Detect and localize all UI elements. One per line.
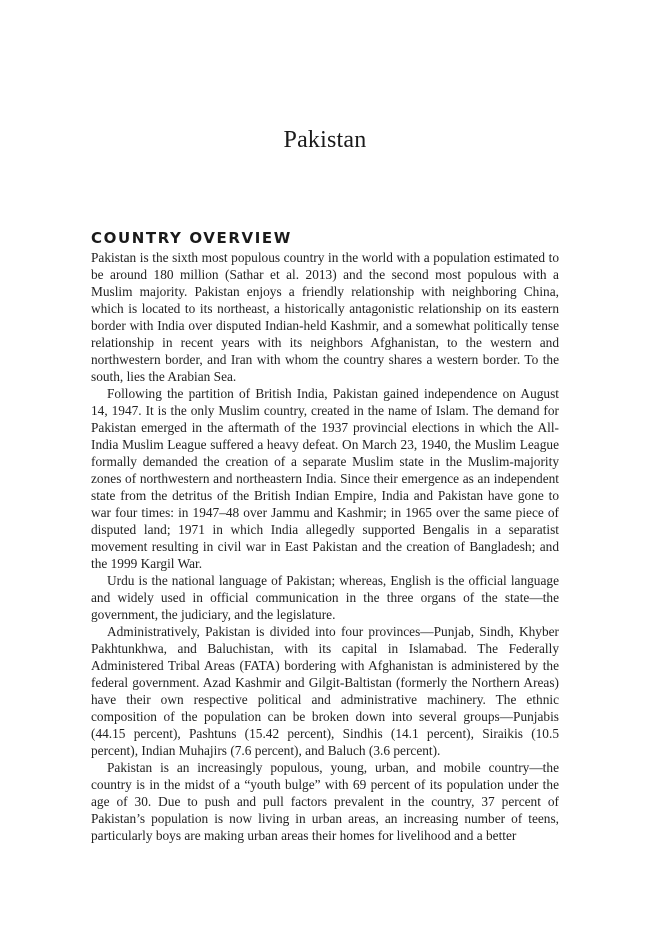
paragraph-administration: Administratively, Pakistan is divided into four provinces—Punjab, Sindh, Khyber Pakhtunkhwa, and Baluchistan, with its capital in Islamabad. The Federally Administered Tribal Areas (FATA) bordering with Afghanistan is administered by the federal government. Azad Kashmir and Gilgit-Baltistan (formerly the Northern Areas) have their own respective political and administrative machinery. The ethnic composition of the population can be broken down into several groups—Punjabis (44.15 percent), Pashtuns (15.42 percent), Sindhis (14.1 percent), Siraikis (10.5 percent), Indian Muhajirs (7.6 percent), and Baluch (3.6 percent). <box>91 624 559 758</box>
paragraph-demographics: Pakistan is an increasingly populous, young, urban, and mobile country—the country is in the midst of a “youth bulge” with 69 percent of its population under the age of 30. Due to push and pull factors prevalent in the country, 37 percent of Pakistan’s population is now living in urban areas, an increasing number of teens, particularly boys are making urban areas their homes for livelihood and a better <box>91 760 559 843</box>
paragraph-language: Urdu is the national language of Pakistan; whereas, English is the official language and widely used in official communication in the three organs of the state—the government, the judiciary, and the legislature. <box>91 573 559 622</box>
section-heading: COUNTRY OVERVIEW <box>91 229 292 247</box>
country-overview-section <box>91 228 559 844</box>
chapter-title: Pakistan <box>283 127 367 153</box>
paragraph-history: Following the partition of British India, Pakistan gained independence on August 14, 1947. It is the only Muslim country, created in the name of Islam. The demand for Pakistan emerged in the aftermath of the 1937 provincial elections in which the All-India Muslim League suffered a heavy defeat. On March 23, 1940, the Muslim League formally demanded the creation of a separate Muslim state in the Muslim-majority zones of northwestern and northeastern India. Since their emergence as an independent state from the detritus of the British Indian Empire, India and Pakistan have gone to war four times: in 1947–48 over Jammu and Kashmir; in 1965 over the same piece of disputed land; 1971 in which India allegedly supported Bengalis in a separatist movement resulting in civil war in East Pakistan and the creation of Bangladesh; and the 1999 Kargil War. <box>91 386 559 571</box>
paragraph-intro: Pakistan is the sixth most populous country in the world with a population estimated to be around 180 million (Sathar et al. 2013) and the second most populous with a Muslim majority. Pakistan enjoys a friendly relationship with neighboring China, which is located to its northeast, a historically antagonistic relationship on its eastern border with India over disputed Indian-held Kashmir, and a somewhat politically tense relationship in recent years with its neighbors Afghanistan, to the western and northwestern border, and Iran with whom the country shares a western border. To the south, lies the Arabian Sea. <box>91 250 559 384</box>
